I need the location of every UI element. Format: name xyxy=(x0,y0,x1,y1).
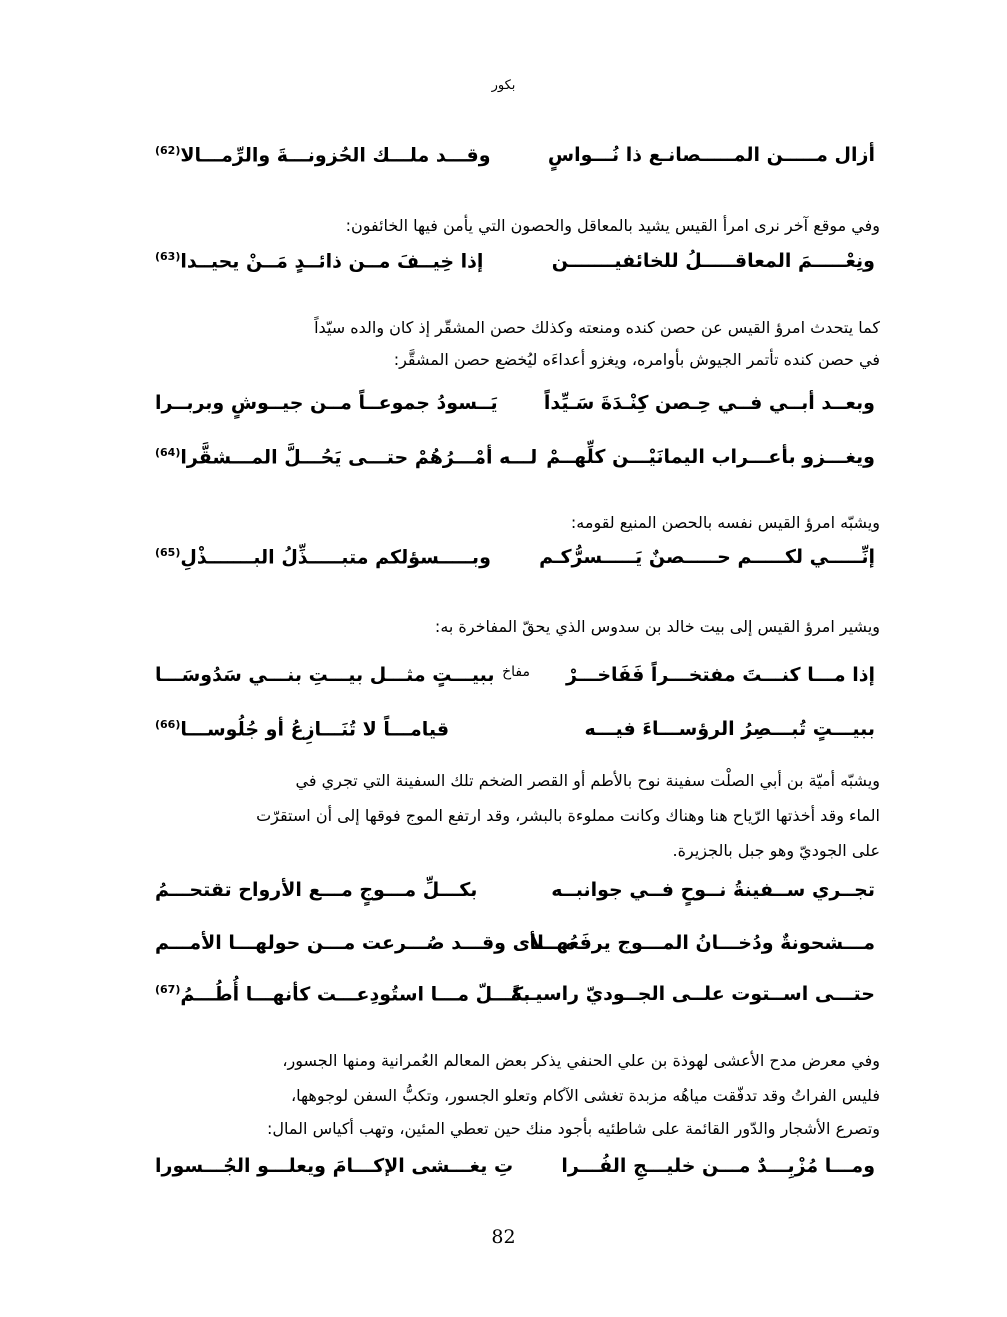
verse-line xyxy=(155,546,875,576)
footnote-ref: (67) xyxy=(155,983,181,996)
verse-hemistich-second: ببيـــتٍ مثـــل بيـــتِ بنـــي سَدُوسَـــا xyxy=(155,664,495,686)
verse-hemistich-second xyxy=(155,446,537,468)
prose-line: في حصن كنده تأتمر الجيوش بأوامره، ويغزو أعداءَه ليُخضع حصن المشقَّر: xyxy=(393,350,880,369)
verse-hemistich-second xyxy=(155,983,530,1005)
running-header: بكور xyxy=(491,78,516,93)
verse-hemistich-second xyxy=(155,144,491,166)
verse-hemistich-first: ببيـــتٍ تُبـــصِرُ الرؤســـاءَ فيـــه xyxy=(584,718,875,740)
verse-hemistich-first: تجــري ســفينةُ نــوحٍ فــي جوانبــه xyxy=(551,879,875,901)
hemistich-text: وقـــد ملـــك الحُزونـــةَ والرِّمـــالا xyxy=(180,144,491,167)
footnote-ref: (64) xyxy=(155,446,181,459)
verse-hemistich-second: يَــسودُ جموعــاً مــن جيــوشٍ وبربــرا xyxy=(155,392,498,414)
verse-hemistich-first: أزال مـــــن المـــــصانـع ذا نُـــواسٍ xyxy=(547,144,875,166)
verse-line xyxy=(155,446,875,476)
prose-line: ويشير امرؤ القيس إلى بيت خالد بن سدوس الذي يحقّ المفاخرة به: xyxy=(434,617,880,636)
verse-line xyxy=(155,392,875,422)
footnote-ref: (62) xyxy=(155,144,181,157)
prose-line: فليس الفراتُ وقد تدفّقت مياهُه مزبدة تغشى الآكام وتعلو الجسور، وتكبُّ السفن لوجوهها، xyxy=(291,1086,880,1105)
verse-hemistich-second: مـــلأى وقـــد صُـــرعت مـــن حولهـــا الأمـــم xyxy=(155,932,576,954)
verse-hemistich-second xyxy=(155,718,449,740)
prose-line: كما يتحدث امرؤ القيس عن حصن كنده ومنعته وكذلك حصن المشقّر إذ كان والده سيّداً xyxy=(314,318,880,337)
prose-line: الماء وقد أخذتها الرّياح هنا وهناك وكانت مملوءة بالبشر، وقد ارتفع الموج فوقها إلى أن استقرّت xyxy=(256,806,880,825)
verse-hemistich-first: ونِعْـــــمَ المعاقـــــلُ للخائفيـــــــن xyxy=(551,250,875,272)
verse-hemistich-first: إنِّـــــي لكـــــم حـــــصنٌ يَـــــسرُّكـم xyxy=(539,546,875,568)
verse-hemistich-first: إذا مـــا كنـــتَ مفتخـــراً فَفَاخـــرْ xyxy=(566,664,875,686)
verse-hemistich-first: ويغـــزو بأعـــراب اليمانَيْـــن كلِّهــمْ xyxy=(546,446,875,468)
prose-line: وتصرع الأشجار والدّور القائمة على شاطئيه بأجود منك حين تعطي المئين، وتهب أكياس المال: xyxy=(267,1119,880,1138)
verse-hemistich-first: مـــشحونةٌ ودُخـــانُ المـــوج يرفَعُهـــا xyxy=(529,932,875,954)
verse-line xyxy=(155,250,875,280)
verse-line xyxy=(155,932,875,962)
prose-line: ويشبّه امرؤ القيس نفسه بالحصن المنيع لقومه: xyxy=(570,513,880,532)
verse-hemistich-second xyxy=(155,546,491,568)
verse-hemistich-second: تِ يغـــشى الإكـــامَ ويعلـــو الجُـــسورا xyxy=(155,1155,514,1177)
footnote-ref: (65) xyxy=(155,546,181,559)
hemistich-text: قيامـــاً لا تُنَـــازِعُ أو جُلُوســـا xyxy=(180,718,450,741)
verse-line xyxy=(155,144,875,174)
verse-line xyxy=(155,879,875,909)
verse-hemistich-first: حتـــى اســتوت علــى الجــوديّ راسيــةً xyxy=(510,983,875,1005)
stray-word: مفاخ xyxy=(502,664,530,680)
hemistich-text: بكـــلّ مـــا استُودِعـــت كأنهـــا أُطُـــمُ xyxy=(180,983,531,1006)
footnote-ref: (66) xyxy=(155,718,181,731)
verse-hemistich-first: وبعــد أبــي فــي حِـصن كِنْـدَةَ سَـيِّداً xyxy=(543,392,875,414)
verse-hemistich-first: ومـــا مُزْبِـــدٌ مـــن خليـــجِ الفُـــرا xyxy=(561,1155,875,1177)
prose-line: وفي معرض مدح الأعشى لهوذة بن علي الحنفي يذكر بعض المعالم العُمرانية ومنها الجسور، xyxy=(282,1051,880,1070)
prose-line: على الجوديّ وهو جبل بالجزيرة. xyxy=(672,841,880,860)
hemistich-text: لـــه أمْـــرُهُمْ حتـــى يَحُـــلَّ المـــشقَّرا xyxy=(180,446,538,469)
verse-line xyxy=(155,664,875,694)
hemistich-text: وبـــــسؤلكم متبـــــذِّلُ البـــــــذْلِ xyxy=(180,546,491,569)
verse-line xyxy=(155,983,875,1013)
hemistich-text: إذا خِيــفَ مــن ذائــدٍ مَــنْ يحيــدا xyxy=(180,250,484,273)
verse-hemistich-second: بكـــلِّ مـــوجٍ مـــع الأرواح تقتحـــمُ xyxy=(155,879,478,901)
verse-line xyxy=(155,1155,875,1185)
verse-hemistich-second xyxy=(155,250,483,272)
verse-line xyxy=(155,718,875,748)
prose-line: ويشبّه أميّة بن أبي الصلْت سفينة نوح بالأطم أو القصر الضخم تلك السفينة التي تجري في xyxy=(295,771,880,790)
page-number: 82 xyxy=(491,1226,516,1248)
prose-line: وفي موقع آخر نرى امرأ القيس يشيد بالمعاقل والحصون التي يأمن فيها الخائفون: xyxy=(345,216,880,235)
footnote-ref: (63) xyxy=(155,250,181,263)
